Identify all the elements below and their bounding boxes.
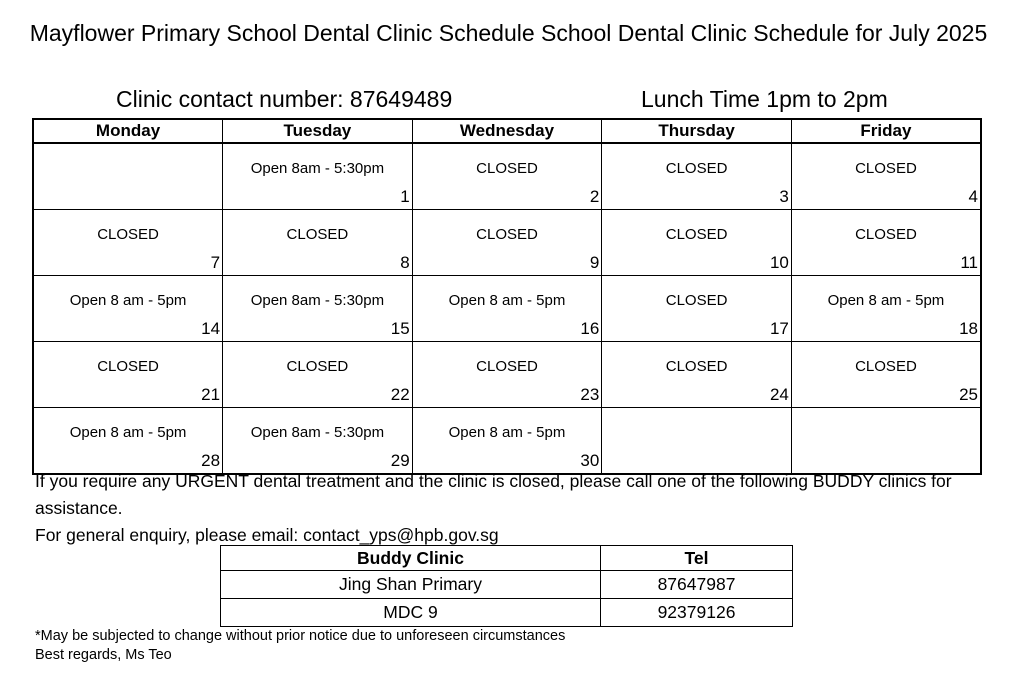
page-title: Mayflower Primary School Dental Clinic Schedule School Dental Clinic Schedule for July 2025: [29, 20, 988, 46]
buddy-header-tel: Tel: [601, 546, 793, 571]
calendar-day-cell: [223, 342, 413, 408]
clinic-status: Open 8 am - 5pm: [69, 292, 187, 309]
weekday-header: Friday: [791, 119, 981, 143]
day-number: 4: [968, 187, 978, 206]
calendar-day-cell: [412, 342, 602, 408]
buddy-clinic-table: [220, 545, 793, 627]
clinic-status: CLOSED: [286, 358, 349, 375]
day-number: 25: [959, 385, 978, 404]
weekday-header: Thursday: [602, 119, 792, 143]
calendar-day-cell: [223, 276, 413, 342]
clinic-status: Open 8am - 5:30pm: [250, 160, 385, 177]
calendar-day-cell: [33, 276, 223, 342]
clinic-status: CLOSED: [665, 226, 728, 243]
weekday-header: Wednesday: [412, 119, 602, 143]
calendar-day-cell: [791, 143, 981, 210]
day-number: 21: [201, 385, 221, 404]
day-number: 3: [779, 187, 789, 206]
buddy-clinic-tel: 92379126: [601, 599, 793, 627]
clinic-status: Open 8 am - 5pm: [69, 424, 187, 441]
calendar-day-cell: [412, 143, 602, 210]
signoff: Best regards, Ms Teo: [35, 647, 172, 663]
clinic-status: CLOSED: [855, 226, 917, 243]
buddy-header-clinic: Buddy Clinic: [221, 546, 601, 571]
calendar-week-row: [33, 143, 981, 210]
buddy-header-row: [221, 546, 793, 571]
clinic-status: Open 8am - 5:30pm: [250, 292, 385, 309]
calendar-day-cell: [412, 408, 602, 475]
calendar-day-cell: [33, 342, 223, 408]
day-number: 28: [201, 451, 221, 470]
clinic-status: CLOSED: [665, 160, 728, 177]
urgent-notice: If you require any URGENT dental treatment and the clinic is closed, please call one of the following BUDDY clinics for assistance.: [35, 471, 952, 518]
buddy-row: [221, 599, 793, 627]
lunch-time: Lunch Time 1pm to 2pm: [641, 86, 888, 112]
calendar-day-cell: [223, 408, 413, 475]
day-number: 17: [769, 319, 789, 338]
day-number: 22: [390, 385, 410, 404]
weekday-header: Tuesday: [223, 119, 413, 143]
day-number: 7: [210, 253, 221, 272]
calendar-day-cell: [602, 408, 792, 475]
calendar-day-cell: [791, 342, 981, 408]
day-number: 24: [769, 385, 789, 404]
clinic-status: CLOSED: [476, 160, 538, 177]
footer-notes: [35, 627, 565, 665]
disclaimer: *May be subjected to change without prior notice due to unforeseen circumstances: [35, 628, 566, 644]
day-number: 23: [580, 385, 600, 404]
calendar-day-cell: [33, 143, 223, 210]
calendar-day-cell: [602, 276, 792, 342]
clinic-status: CLOSED: [665, 292, 728, 309]
clinic-status: Open 8 am - 5pm: [448, 424, 566, 441]
calendar-day-cell: [602, 210, 792, 276]
calendar-week-row: [33, 408, 981, 475]
day-number: 9: [589, 253, 600, 272]
calendar-day-cell: [33, 408, 223, 475]
calendar-week-row: [33, 276, 981, 342]
calendar-day-cell: [791, 210, 981, 276]
calendar-week-row: [33, 342, 981, 408]
buddy-clinic-name: Jing Shan Primary: [221, 571, 601, 599]
buddy-clinic-name: MDC 9: [221, 599, 601, 627]
clinic-status: CLOSED: [97, 226, 159, 243]
clinic-status: Open 8am - 5:30pm: [250, 424, 385, 441]
clinic-status: CLOSED: [97, 358, 159, 375]
day-number: 10: [769, 253, 789, 272]
day-number: 8: [400, 253, 410, 272]
calendar-body: [33, 143, 981, 474]
calendar-day-cell: [602, 143, 792, 210]
clinic-status: Open 8 am - 5pm: [827, 292, 945, 309]
clinic-status: CLOSED: [476, 358, 538, 375]
calendar-day-cell: [791, 276, 981, 342]
day-number: 29: [390, 451, 410, 470]
calendar-day-cell: [412, 276, 602, 342]
enquiry-email: For general enquiry, please email: contact_yps@hpb.gov.sg: [35, 525, 499, 545]
day-number: 1: [400, 187, 410, 206]
clinic-status: CLOSED: [855, 160, 917, 177]
day-number: 2: [589, 187, 600, 206]
clinic-contact: Clinic contact number: 87649489: [116, 86, 453, 112]
day-number: 30: [580, 451, 600, 470]
clinic-status: CLOSED: [855, 358, 917, 375]
calendar-day-cell: [791, 408, 981, 475]
buddy-clinic-tel: 87647987: [601, 571, 793, 599]
calendar-day-cell: [223, 143, 413, 210]
clinic-status: CLOSED: [286, 226, 349, 243]
day-number: 11: [960, 253, 978, 272]
day-number: 14: [201, 319, 221, 338]
calendar-week-row: [33, 210, 981, 276]
weekday-header-row: [33, 119, 981, 143]
calendar-day-cell: [412, 210, 602, 276]
buddy-row: [221, 571, 793, 599]
weekday-header: Monday: [33, 119, 223, 143]
schedule-calendar: [32, 118, 982, 475]
calendar-day-cell: [602, 342, 792, 408]
clinic-status: CLOSED: [476, 226, 538, 243]
clinic-status: CLOSED: [665, 358, 728, 375]
clinic-status: Open 8 am - 5pm: [448, 292, 566, 309]
day-number: 16: [580, 319, 600, 338]
day-number: 15: [390, 319, 410, 338]
day-number: 18: [959, 319, 978, 338]
calendar-day-cell: [223, 210, 413, 276]
calendar-day-cell: [33, 210, 223, 276]
